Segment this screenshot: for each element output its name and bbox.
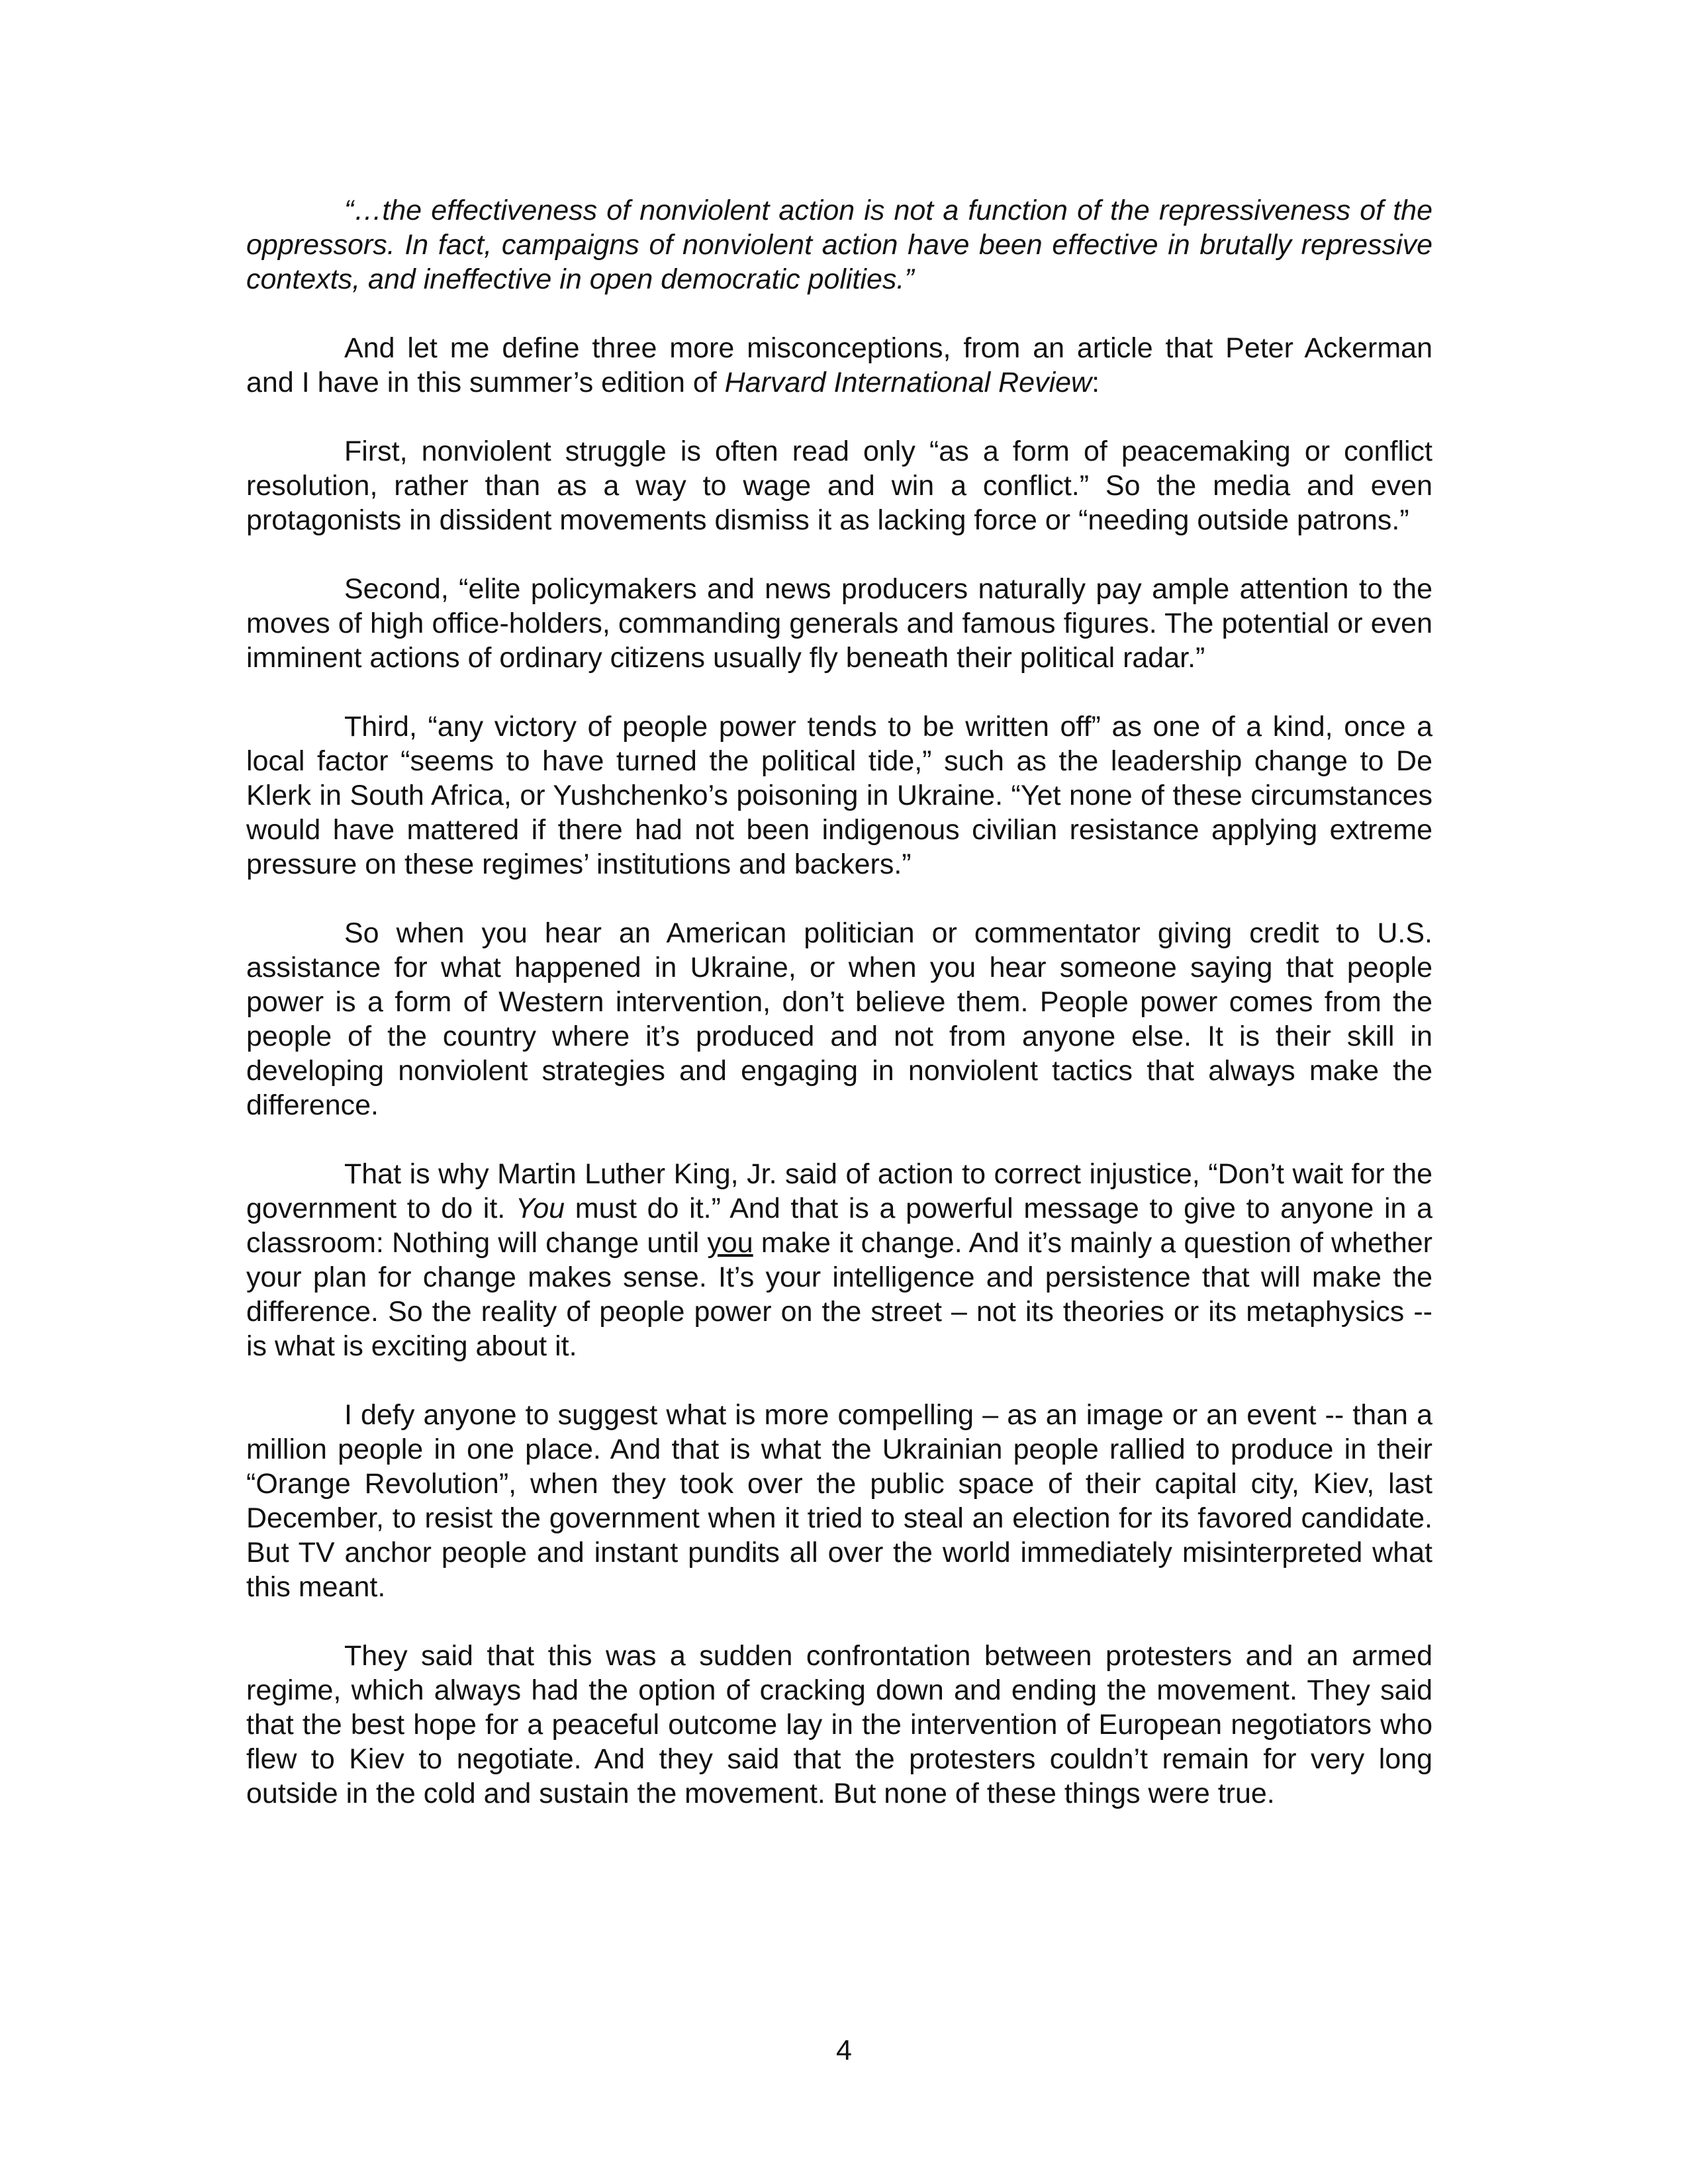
quote-paragraph: “…the effectiveness of nonviolent action is not a function of the repressiveness of the oppressors. In fact, campaigns of nonviolent action have been effective in brutally repressive contexts, and ineffective in open democratic polities.” [246,195,1432,295]
misconceptions-text: And let me define three more misconceptions, from an article that Peter Ackerman and I have in this summer’s edition of [246,332,1432,398]
you-underlined: you [707,1227,753,1259]
misconceptions-paragraph [246,331,1432,400]
they-said-paragraph: They said that this was a sudden confrontation between protesters and an armed regime, which always had the option of cracking down and ending the movement. They said that the best hope for a peaceful outcome lay in the intervention of European negotiators who flew to Kiev to negotiate. And they said that the protesters couldn’t remain for very long outside in the cold and sustain the movement. But none of these things were true. [246,1640,1432,1809]
third-misconception-paragraph: Third, “any victory of people power tends to be written off” as one of a kind, once a local factor “seems to have turned the political tide,” such as the leadership change to De Klerk in South Africa, or Yushchenko’s poisoning in Ukraine. “Yet none of these circumstances would have mattered if there had not been indigenous civilian resistance applying extreme pressure on these regimes’ institutions and backers.” [246,711,1432,880]
defy-paragraph: I defy anyone to suggest what is more compelling – as an image or an event -- than a million people in one place. And that is what the Ukrainian people rallied to produce in their “Orange Revolution”, when they took over the public space of their capital city, Kiev, last December, to resist the government when it tried to steal an election for its favored candidate. But TV anchor people and instant pundits all over the world immediately misinterpreted what this meant. [246,1399,1432,1603]
page-number: 4 [836,2034,852,2066]
document-body [246,193,1432,1845]
king-text-part3: make it change. And it’s mainly a question of whether your plan for change makes sense. It’s your intelligence and persistence that will make the difference. So the reality of people power on the street – not its theories or its metaphysics -- is what is exciting about it. [246,1227,1432,1362]
king-text-part1: That is why Martin Luther King, Jr. said of action to correct injustice, “Don’t wait for the government to do it. [246,1158,1432,1224]
journal-title: Harvard International Review [724,367,1092,398]
misconceptions-colon: : [1092,367,1100,398]
second-misconception-paragraph: Second, “elite policymakers and news producers naturally pay ample attention to the moves of high office-holders, commanding generals and famous figures. The potential or even imminent actions of ordinary citizens usually fly beneath their political radar.” [246,573,1432,674]
king-text-part2: must do it.” And that is a powerful message to give to anyone in a classroom: Nothing will change until [246,1193,1433,1259]
king-paragraph [246,1157,1432,1363]
first-misconception-paragraph: First, nonviolent struggle is often read only “as a form of peacemaking or conflict resolution, rather than as a way to wage and win a conflict.” So the media and even protagonists in dissident movements dismiss it as lacking force or “needing outside patrons.” [246,435,1432,536]
you-italic: You [515,1193,565,1224]
so-when-paragraph: So when you hear an American politician or commentator giving credit to U.S. assistance for what happened in Ukraine, or when you hear someone saying that people power is a form of Western intervention, don’t believe them. People power comes from the people of the country where it’s produced and not from anyone else. It is their skill in developing nonviolent strategies and engaging in nonviolent tactics that always make the difference. [246,917,1432,1121]
